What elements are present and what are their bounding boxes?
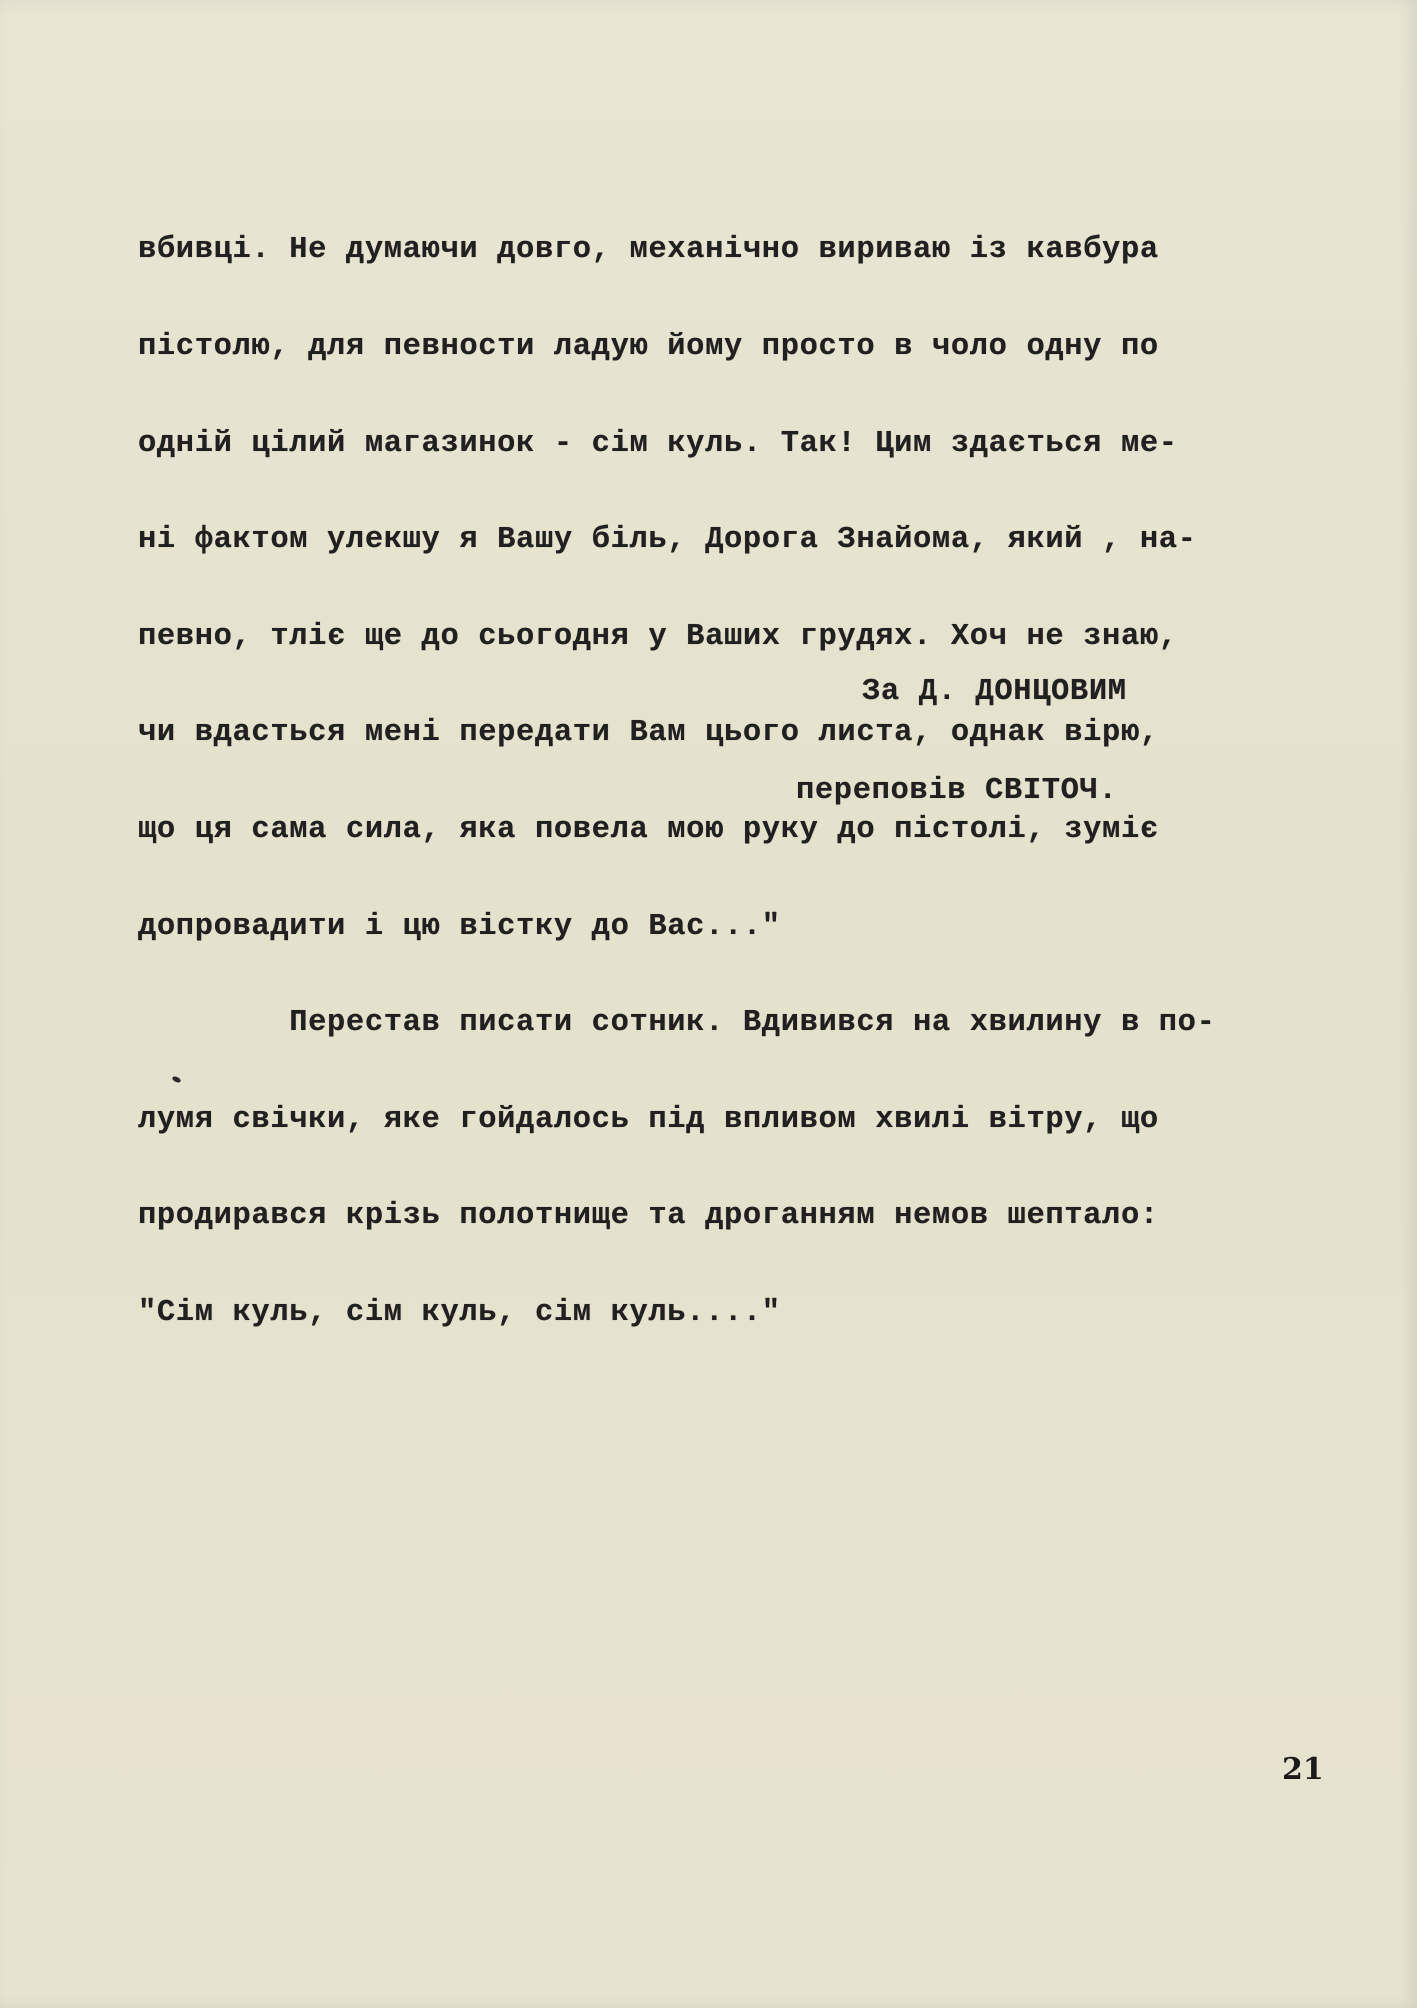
text-line: одній цілий магазинок - сім куль. Так! Цим здається ме- <box>138 426 1178 461</box>
body-text <box>138 170 1338 1394</box>
text-line: вбивці. Не думаючи довго, механічно вириваю із кавбура <box>138 233 1159 268</box>
signature-reteller: переповів СВІТОЧ. <box>796 774 1118 808</box>
text-line: лумя свічки, яке гойдалось під впливом хвилі вітру, що <box>138 1102 1159 1137</box>
signature-block <box>796 610 1127 874</box>
text-line: допровадити і цю вістку до Вас..." <box>138 909 781 944</box>
text-line: що ця сама сила, яка повела мою руку до пістолі, зуміє <box>138 812 1159 847</box>
text-line: Перестав писати сотник. Вдивився на хвилину в по- <box>138 1006 1216 1041</box>
text-line: пістолю, для певности ладую йому просто в чоло одну по <box>138 330 1159 364</box>
text-line: ні фактом улекшу я Вашу біль, Дорога Знайома, який , на- <box>138 523 1197 558</box>
text-line: певно, тліє ще до сьогодня у Ваших грудях. Хоч не знаю, <box>138 619 1178 654</box>
text-line: продирався крізь полотнище та дроганням немов шептало: <box>138 1199 1159 1234</box>
page-number: 21 <box>1282 1752 1324 1787</box>
text-line: чи вдасться мені передати Вам цього листа, однак вірю, <box>138 716 1159 751</box>
signature-author: За Д. ДОНЦОВИМ <box>862 675 1127 709</box>
text-line: "Сім куль, сім куль, сім куль...." <box>138 1295 781 1330</box>
